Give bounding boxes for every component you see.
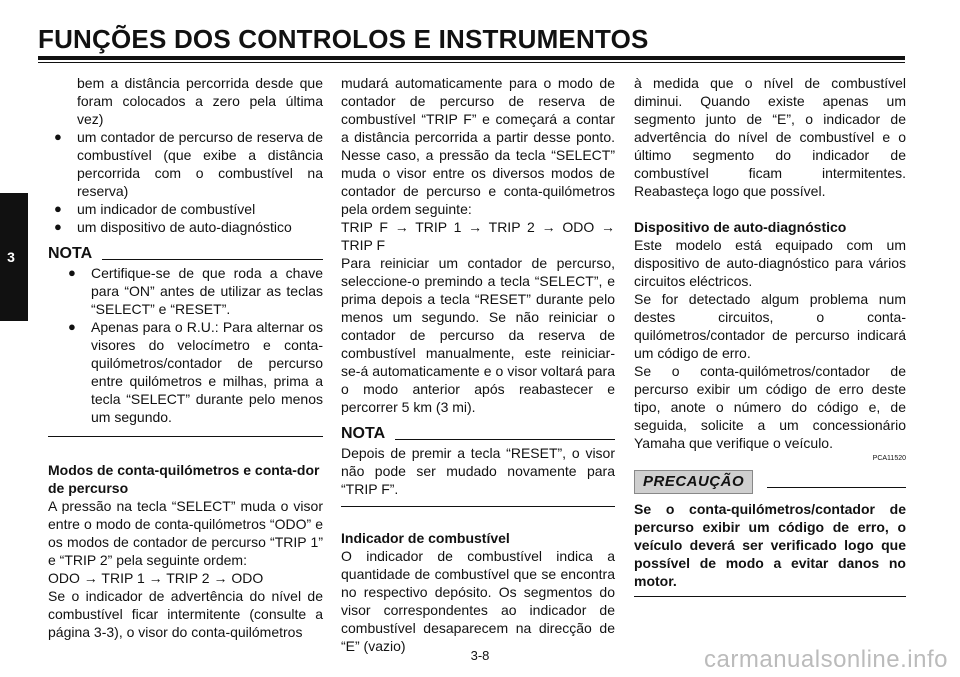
bullet-item: ● um contador de percurso de reserva de combustível (que exibe a distância percorrida com o combustível na reserva) bbox=[48, 128, 323, 200]
paragraph: mudará automaticamente para o modo de contador de percurso de reserva de combustível “TRIP F” e começará a contar a distância percorrida a partir desse ponto. Nesse caso, a pressão da tecla “SELECT” muda o visor entre os diversos modos de contador de percurso e conta-quilómetros pela ordem seguinte: bbox=[341, 75, 615, 217]
header-rule-thick bbox=[38, 56, 905, 60]
mode-sequence: ODO → TRIP 1 → TRIP 2 → ODO bbox=[48, 570, 264, 586]
bullet-item: ● um indicador de combustível bbox=[48, 200, 323, 218]
page-number: 3-8 bbox=[470, 648, 490, 663]
header-rule-thin bbox=[38, 62, 905, 63]
precaucao-heading bbox=[634, 470, 906, 494]
nota-label: NOTA bbox=[48, 245, 93, 262]
nota-heading bbox=[48, 244, 323, 264]
paragraph: Este modelo está equipado com um dispositivo de auto-diagnóstico para vários circuitos eléctricos. bbox=[634, 237, 906, 289]
nota-bullet: ● Certifique-se de que roda a chave para “ON” antes de utilizar as teclas “SELECT” e “RESET”. bbox=[48, 264, 323, 318]
nota-label: NOTA bbox=[341, 425, 386, 442]
caution-code: PCA11520 bbox=[872, 455, 906, 462]
section-heading: Modos de conta-quilómetros e conta-dor de percurso bbox=[48, 462, 320, 496]
paragraph: Se o conta-quilómetros/contador de percurso exibir um código de erro deste tipo, anote o número do código e, de seguida, solicite a um concessionário Yamaha que verifique o veículo. bbox=[634, 363, 906, 451]
column-3 bbox=[634, 74, 906, 597]
precaucao-text: Se o conta-quilómetros/contador de percurso exibir um código de erro, o veículo deverá ser verificado logo que possível de modo a evitar danos no motor. bbox=[634, 501, 906, 589]
section-heading: Dispositivo de auto-diagnóstico bbox=[634, 219, 847, 235]
precaucao-end-rule bbox=[634, 596, 906, 597]
bullet-item: ● um dispositivo de auto-diagnóstico bbox=[48, 218, 323, 236]
paragraph: Se o indicador de advertência do nível de combustível ficar intermitente (consulte a página 3-3), o visor do conta-quilómetros bbox=[48, 588, 323, 640]
paragraph: O indicador de combustível indica a quantidade de combustível que se encontra no respectivo depósito. Os segmentos do visor correspondentes ao indicador de combustível desaparecem na direcção de “E” (vazio) bbox=[341, 548, 615, 654]
paragraph: Para reiniciar um contador de percurso, seleccione-o premindo a tecla “SELECT”, e prima depois a tecla “RESET” durante pelo menos um segundo. Se não reiniciar o contador de percurso da reserva de combustível manualmente, este reiniciar-se-á automaticamente e o visor voltará para o modo anterior após reabastecer e percorrer 5 km (3 mi). bbox=[341, 255, 615, 415]
chapter-tab-number: 3 bbox=[7, 249, 15, 265]
section-heading: Indicador de combustível bbox=[341, 530, 510, 546]
paragraph: à medida que o nível de combustível diminui. Quando existe apenas um segmento junto de “E”, o indicador de advertência do nível de combustível e o último segmento do indicador de combustível ficam intermitentes. Reabasteça logo que possível. bbox=[634, 75, 906, 199]
nota-bullet: ● Apenas para o R.U.: Para alternar os visores do velocímetro e conta-quilómetros/contador de percurso entre quilómetros e milhas, prima a tecla “SELECT” durante pelo menos um segundo. bbox=[48, 318, 323, 426]
precaucao-label: PRECAUÇÃO bbox=[634, 470, 753, 494]
nota-heading bbox=[341, 424, 615, 444]
chapter-tab bbox=[0, 193, 28, 321]
paragraph: A pressão na tecla “SELECT” muda o visor entre o modo de conta-quilómetros “ODO” e os modos de contador de percurso “TRIP 1” e “TRIP 2” pela seguinte ordem: bbox=[48, 498, 323, 568]
mode-sequence: TRIP F → TRIP 1 → TRIP 2 → ODO → TRIP F bbox=[341, 219, 615, 253]
column-2 bbox=[341, 74, 615, 655]
column-1 bbox=[48, 74, 323, 641]
nota-text: Depois de premir a tecla “RESET”, o visor não pode ser mudado novamente para “TRIP F”. bbox=[341, 445, 615, 497]
watermark: carmanualsonline.info bbox=[704, 646, 948, 673]
page-title: FUNÇÕES DOS CONTROLOS E INSTRUMENTOS bbox=[38, 24, 649, 54]
continued-paragraph: bem a distância percorrida desde que foram colocados a zero pela última vez) bbox=[77, 75, 323, 127]
paragraph: Se for detectado algum problema num destes circuitos, o conta-quilómetros/contador de percurso indicará um código de erro. bbox=[634, 291, 906, 361]
